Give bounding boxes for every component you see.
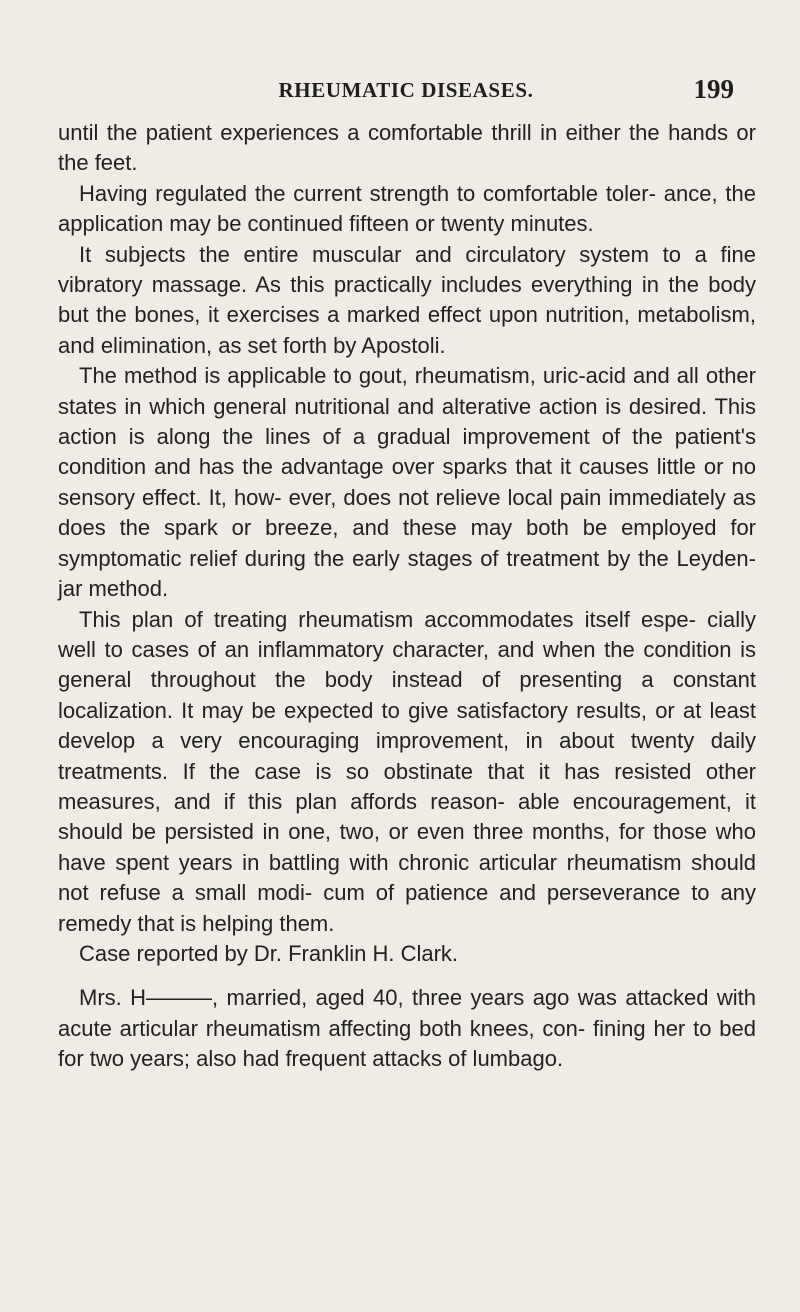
paragraph-current-strength: Having regulated the current strength to comfortable toler- ance, the application may be continued fifteen or twenty minutes. bbox=[58, 180, 756, 237]
paragraph-treatment-plan: This plan of treating rheumatism accommodates itself espe- cially well to cases of an inflammatory character, and when the condition is general throughout the body instead of presenting a constant localization. It may be expected to give satisfactory results, or at least develop a very encouraging improvement, in about twenty daily treatments. If the case is so obstinate that it has resisted other measures, and if this plan affords reason- able encouragement, it should be persisted in one, two, or even three months, for those who have spent years in battling with chronic articular rheumatism should not refuse a small modi- cum of patience and perseverance to any remedy that is helping them. bbox=[58, 606, 756, 936]
paragraph-case-history: Mrs. H———, married, aged 40, three years ago was attacked with acute articular rheumatism affecting both knees, con- fining her to bed for two years; also had frequent attacks of lumbago. bbox=[58, 985, 756, 1072]
paragraph-method-applicability: The method is applicable to gout, rheumatism, uric-acid and all other states in which general nutritional and alterative action is desired. This action is along the lines of a gradual improvement of the patient's condition and has the advantage over sparks that it causes little or no sensory effect. It, how- ever, does not relieve local pain immediately as does the spark or breeze, and these may both be employed for symptomatic relief during the early stages of treatment by the Leyden-jar method. bbox=[58, 363, 756, 602]
page-number: 199 bbox=[693, 74, 734, 104]
body-text bbox=[58, 118, 756, 1075]
paragraph-vibratory-massage: It subjects the entire muscular and circulatory system to a fine vibratory massage. As this practically includes everything in the body but the bones, it exercises a marked effect upon nutrition, metabolism, and elimination, as set forth by Apostoli. bbox=[58, 241, 756, 358]
case-report-heading: Case reported by Dr. Franklin H. Clark. bbox=[79, 940, 459, 966]
paragraph-continuation: until the patient experiences a comfortable thrill in either the hands or the feet. bbox=[58, 120, 756, 176]
page-header bbox=[78, 74, 734, 106]
running-head: RHEUMATIC DISEASES. bbox=[278, 78, 534, 102]
